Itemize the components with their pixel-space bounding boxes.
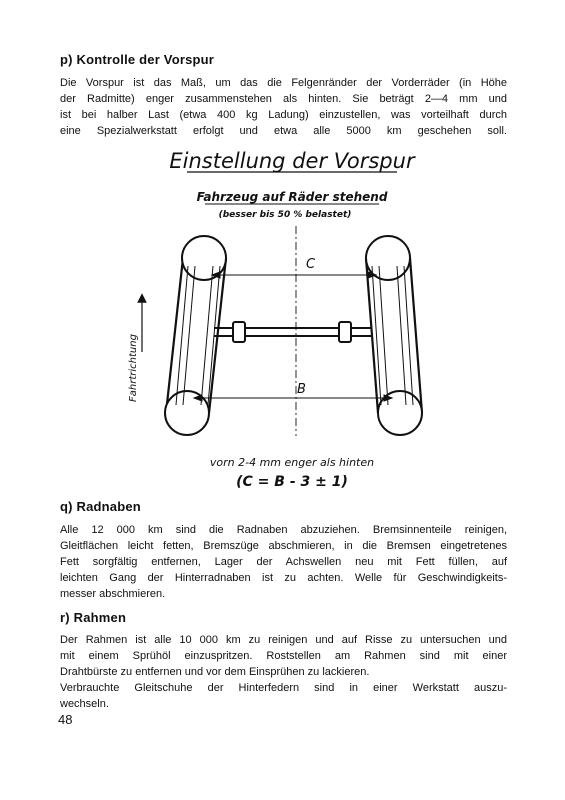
measure-c bbox=[212, 272, 376, 278]
section-r-heading: r) Rahmen bbox=[60, 610, 127, 625]
diagram-subtitle: Fahrzeug auf Räder stehend bbox=[196, 190, 388, 204]
right-wheel bbox=[366, 236, 422, 435]
paragraph-line: Verbrauchte Gleitschuhe der Hinterfedern sind in einer Werkstatt auszu- bbox=[60, 682, 507, 694]
paragraph-line: eine Spezialwerkstatt erfolgt und etwa alle 5000 km geschehen soll. bbox=[60, 125, 507, 137]
measure-b bbox=[194, 395, 392, 401]
paragraph-line: Alle 12 000 km sind die Radnaben abzuziehen. Bremsinnenteile reinigen, bbox=[60, 524, 507, 536]
direction-label: Fahrtrichtung bbox=[128, 334, 139, 402]
section-r-paragraph bbox=[60, 632, 507, 712]
diagram-formula: (C = B - 3 ± 1) bbox=[236, 474, 348, 490]
diagram-note: (besser bis 50 % belastet) bbox=[218, 210, 352, 220]
section-q-heading: q) Radnaben bbox=[60, 499, 141, 514]
paragraph-line: ist bei halber Last (etwa 400 kg Ladung) einzustellen, was vorteilhaft durch bbox=[60, 109, 507, 121]
diagram-title: Einstellung der Vorspur bbox=[169, 149, 415, 173]
paragraph-line: Drahtbürste zu entfernen und vor dem Einsprühen zu lackieren. bbox=[60, 666, 370, 678]
section-q-paragraph bbox=[60, 522, 507, 602]
section-p-heading: p) Kontrolle der Vorspur bbox=[60, 52, 215, 67]
paragraph-line: wechseln. bbox=[60, 698, 109, 710]
paragraph-line: der Radmitte) enger zusammenstehen als hinten. Sie beträgt 2—4 mm und bbox=[60, 93, 507, 105]
page-number: 48 bbox=[58, 712, 73, 727]
axle bbox=[214, 322, 372, 342]
label-b: B bbox=[297, 382, 306, 397]
paragraph-line: Der Rahmen ist alle 10 000 km zu reinigen und auf Risse zu untersuchen und bbox=[60, 634, 507, 646]
paragraph-line: Fett sorgfältig entfernen, Lager der Achswellen neu mit Fett füllen, auf bbox=[60, 556, 507, 568]
paragraph-line: messer abschmieren. bbox=[60, 588, 166, 600]
label-c: C bbox=[306, 257, 316, 272]
diagram-caption: vorn 2-4 mm enger als hinten bbox=[209, 456, 375, 469]
paragraph-line: leichten Gang der Hinterradnaben ist zu achten. Welle für Geschwindigkeits- bbox=[60, 572, 507, 584]
paragraph-line: Gleitflächen leicht fetten, Bremszüge abschmieren, in die Bremsen eingetretenes bbox=[60, 540, 507, 552]
paragraph-line: mit einem Sprühöl einzuspritzen. Roststellen am Rahmen sind mit einer bbox=[60, 650, 507, 662]
paragraph-line: Die Vorspur ist das Maß, um das die Felgenränder der Vorderräder (in Höhe bbox=[60, 77, 507, 89]
